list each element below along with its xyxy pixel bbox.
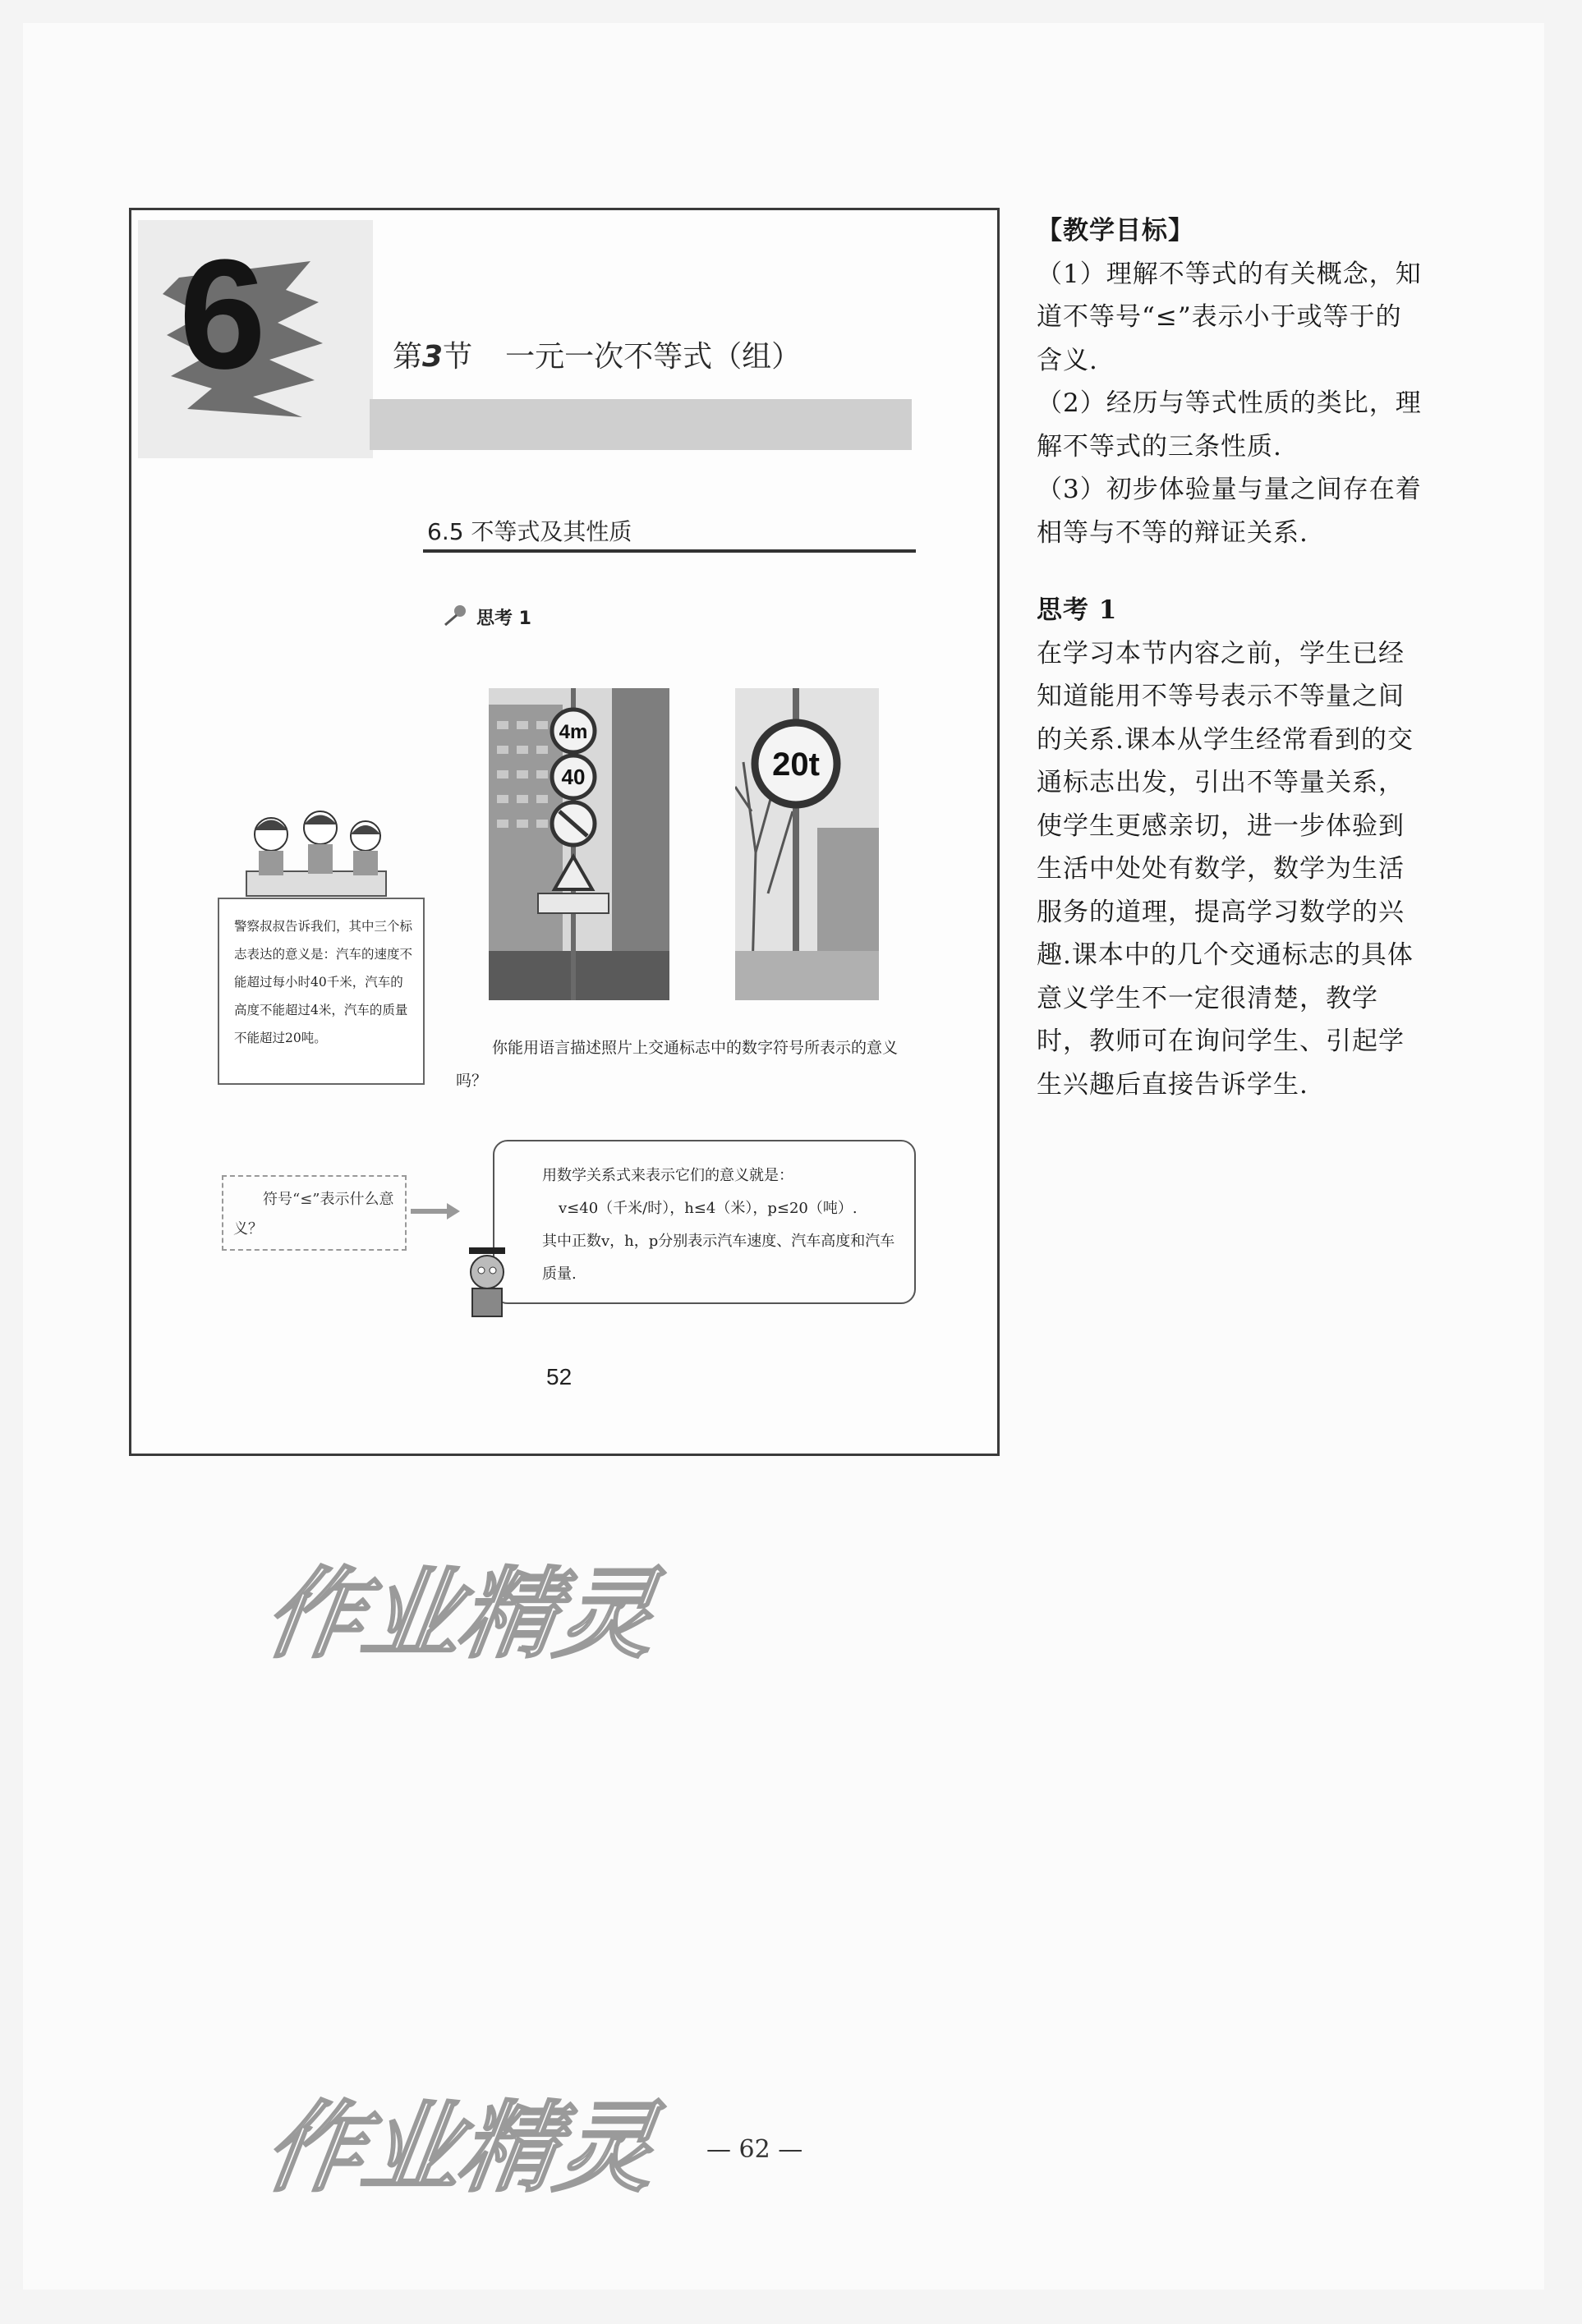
chapter-number-box <box>138 220 373 458</box>
footer-page-number: — 62 — <box>706 2135 803 2164</box>
section-number: 3 <box>422 340 444 374</box>
sign-height-text: 4m <box>559 721 588 743</box>
watermark-top: 作业精灵 <box>257 1558 662 1672</box>
traffic-sign-photo-1 <box>489 688 669 1000</box>
answer-line-3: 其中正数v，h，p分别表示汽车速度、汽车高度和汽车质量. <box>542 1233 895 1283</box>
subsection-title: 6.5 不等式及其性质 <box>427 518 632 545</box>
hint-box: 符号“≤”表示什么意义？ <box>222 1175 407 1251</box>
watermark-bottom: 作业精灵 <box>257 2092 662 2206</box>
textbook-page-number: 52 <box>546 1364 573 1389</box>
goal-item-3: （3）初步体验量与量之间存在着相等与不等的辩证关系. <box>1037 475 1422 548</box>
section-label: 第 <box>393 340 423 374</box>
subsection-rule <box>423 549 916 553</box>
textbook-page <box>129 208 1000 1456</box>
question-text: 你能用语言描述照片上交通标志中的数字符号所表示的意义吗？ <box>456 1039 899 1090</box>
think-notes-body: 在学习本节内容之前，学生已经知道能用不等号表示不等量之间的关系.课本从学生经常看到的交通标志出发，引出不等量关系，使学生更感亲切，进一步体验到生活中处处有数学，数学为生活服务的道理，提高学习数学的兴趣.课本中的几个交通标志的具体意义学生不一定很清楚，教学时，教师可在询问学生、引起学生兴趣后直接告诉学生. <box>1037 638 1414 1100</box>
chapter-number: 6 <box>179 227 266 402</box>
answer-line-1: 用数学关系式来表示它们的意义就是： <box>542 1167 793 1184</box>
answer-box <box>493 1140 916 1304</box>
section-suffix: 节 <box>443 340 473 374</box>
children-illustration <box>230 801 402 900</box>
think-heading: 思考 1 <box>476 609 531 629</box>
goal-item-1: （1）理解不等式的有关概念，知道不等号“≤”表示小于或等于的含义. <box>1037 259 1422 375</box>
teacher-notes <box>1037 209 1423 1106</box>
pushpin-icon <box>442 603 471 627</box>
section-bar <box>370 399 912 450</box>
section-name: 一元一次不等式（组） <box>505 340 802 374</box>
doctor-mascot-illustration <box>454 1241 520 1323</box>
sign-speed-text: 40 <box>561 765 586 789</box>
traffic-sign-photo-2 <box>735 688 879 1000</box>
answer-line-2: v≤40（千米/时），h≤4（米），p≤20（吨）. <box>559 1200 858 1217</box>
think-notes-heading: 思考 1 <box>1037 595 1118 625</box>
arrow-right-icon <box>411 1201 460 1221</box>
police-note-box: 警察叔叔告诉我们，其中三个标志表达的意义是：汽车的速度不能超过每小时40千米，汽车的高度不能超过4米，汽车的质量不能超过20吨。 <box>218 898 425 1085</box>
goals-heading: 【教学目标】 <box>1037 216 1194 246</box>
section-title <box>393 333 801 375</box>
goal-item-2: （2）经历与等式性质的类比，理解不等式的三条性质. <box>1037 388 1422 462</box>
sign-weight-text: 20t <box>772 746 820 783</box>
